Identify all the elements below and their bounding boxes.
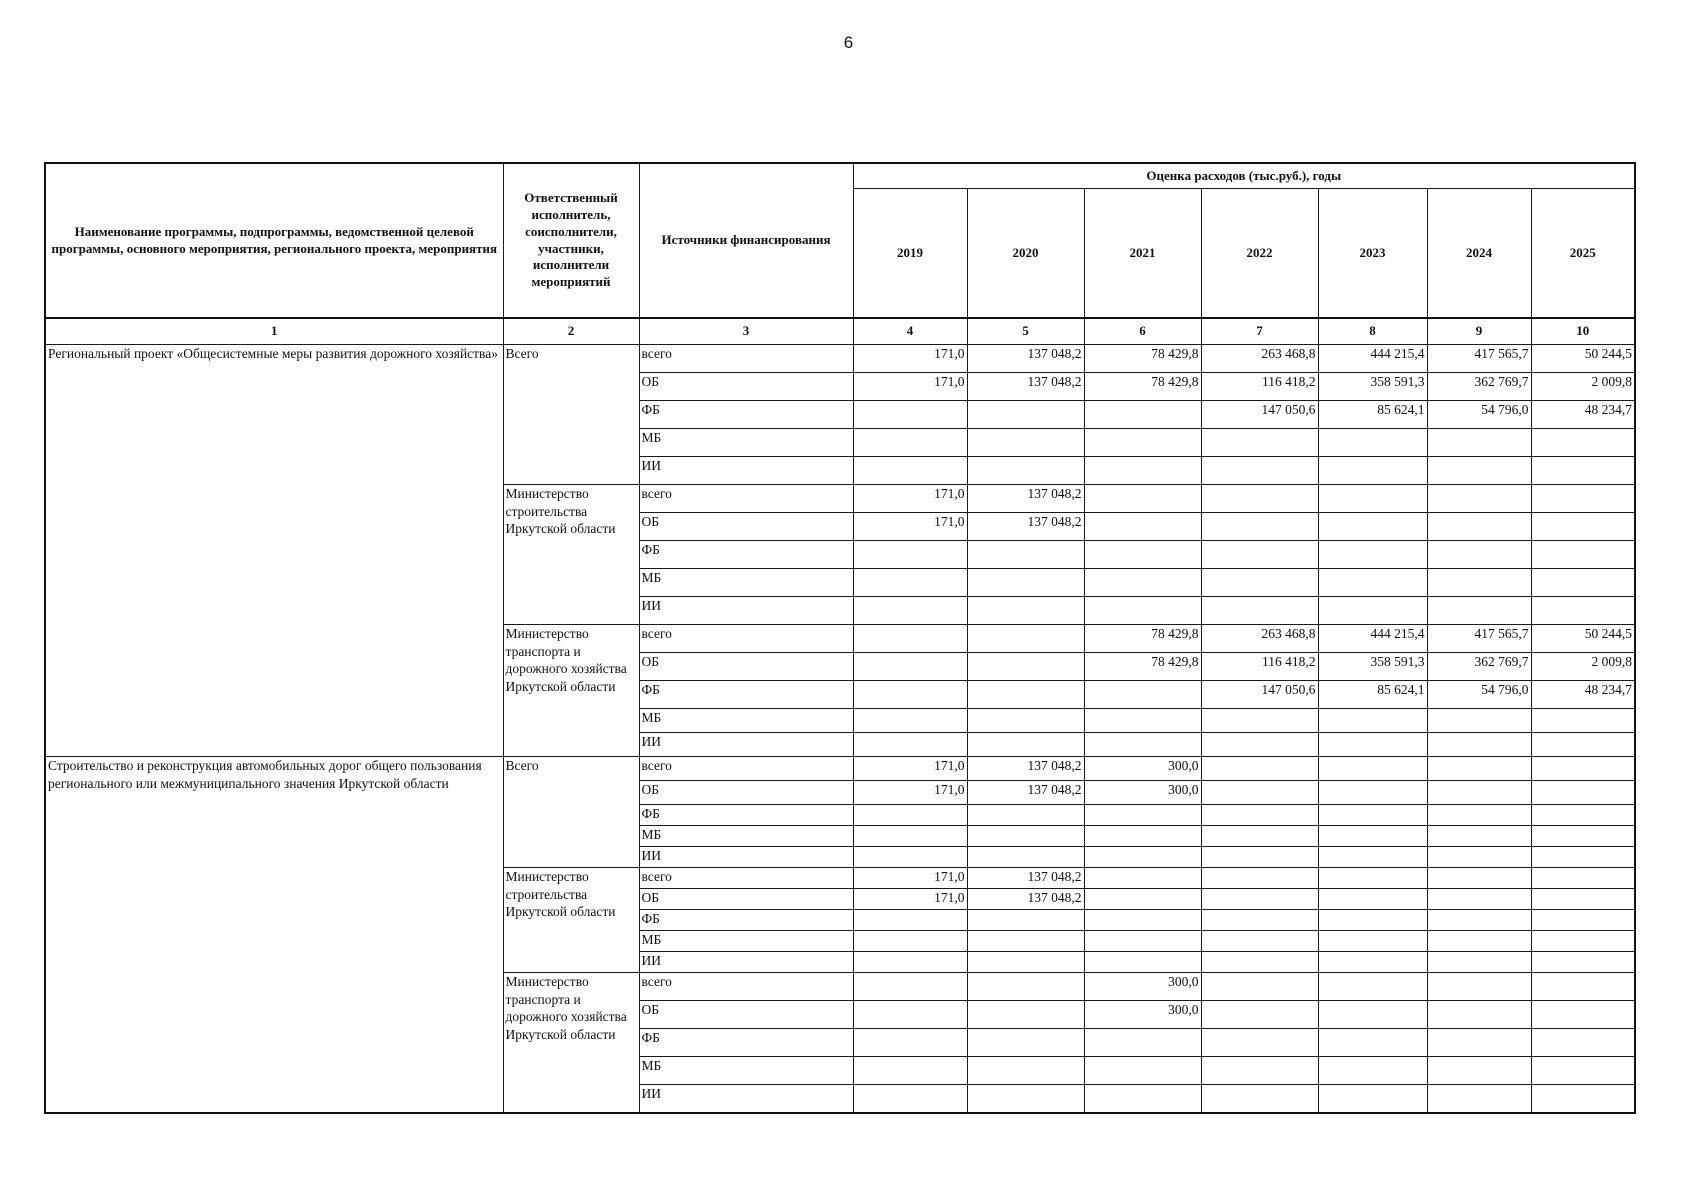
amount-cell [1201, 910, 1318, 931]
amount-cell [1201, 889, 1318, 910]
amount-cell: 300,0 [1084, 781, 1201, 805]
amount-cell [967, 625, 1084, 653]
funding-source-cell: ИИ [639, 733, 853, 757]
amount-cell [1318, 847, 1427, 868]
amount-cell [967, 457, 1084, 485]
amount-cell [1318, 781, 1427, 805]
funding-source-cell: ОБ [639, 889, 853, 910]
amount-cell [1531, 931, 1635, 952]
amount-cell [967, 709, 1084, 733]
amount-cell: 78 429,8 [1084, 373, 1201, 401]
funding-source-cell: МБ [639, 931, 853, 952]
amount-cell [1084, 597, 1201, 625]
funding-source-cell: ИИ [639, 952, 853, 973]
amount-cell: 171,0 [853, 513, 967, 541]
page-number: 6 [843, 33, 854, 52]
amount-cell [1084, 401, 1201, 429]
amount-cell: 171,0 [853, 373, 967, 401]
funding-source-cell: ФБ [639, 541, 853, 569]
amount-cell [1531, 569, 1635, 597]
amount-cell [1427, 757, 1531, 781]
amount-cell [1201, 826, 1318, 847]
amount-cell [1318, 931, 1427, 952]
amount-cell [1531, 541, 1635, 569]
amount-cell [1201, 709, 1318, 733]
amount-cell [1318, 1085, 1427, 1114]
column-number: 8 [1318, 318, 1427, 345]
amount-cell [1084, 1057, 1201, 1085]
column-number: 10 [1531, 318, 1635, 345]
amount-cell [853, 826, 967, 847]
amount-cell: 48 234,7 [1531, 681, 1635, 709]
amount-cell [1427, 826, 1531, 847]
amount-cell: 137 048,2 [967, 781, 1084, 805]
amount-cell [1084, 457, 1201, 485]
amount-cell [853, 931, 967, 952]
amount-cell: 137 048,2 [967, 373, 1084, 401]
column-number: 3 [639, 318, 853, 345]
amount-cell: 78 429,8 [1084, 625, 1201, 653]
amount-cell [967, 541, 1084, 569]
amount-cell [1318, 1029, 1427, 1057]
funding-source-cell: ФБ [639, 681, 853, 709]
amount-cell [853, 569, 967, 597]
amount-cell [1427, 429, 1531, 457]
amount-cell [1201, 1085, 1318, 1114]
funding-source-cell: МБ [639, 1057, 853, 1085]
amount-cell [1201, 733, 1318, 757]
table-row [45, 345, 1635, 373]
amount-cell [1531, 1057, 1635, 1085]
amount-cell [1427, 847, 1531, 868]
amount-cell: 137 048,2 [967, 868, 1084, 889]
amount-cell [1318, 805, 1427, 826]
amount-cell [853, 401, 967, 429]
table-row [45, 757, 1635, 781]
amount-cell [853, 910, 967, 931]
amount-cell [1318, 1001, 1427, 1029]
amount-cell [1084, 931, 1201, 952]
amount-cell [1427, 1085, 1531, 1114]
amount-cell [1318, 541, 1427, 569]
amount-cell: 54 796,0 [1427, 401, 1531, 429]
amount-cell [1201, 457, 1318, 485]
amount-cell [967, 952, 1084, 973]
amount-cell [967, 805, 1084, 826]
amount-cell [853, 1029, 967, 1057]
amount-cell [967, 681, 1084, 709]
amount-cell [853, 1001, 967, 1029]
amount-cell [967, 847, 1084, 868]
amount-cell: 300,0 [1084, 973, 1201, 1001]
amount-cell [1201, 757, 1318, 781]
amount-cell [1201, 847, 1318, 868]
amount-cell [1201, 952, 1318, 973]
amount-cell [1531, 485, 1635, 513]
funding-source-cell: ОБ [639, 781, 853, 805]
amount-cell [1084, 847, 1201, 868]
amount-cell [1201, 485, 1318, 513]
amount-cell [1427, 733, 1531, 757]
amount-cell [967, 910, 1084, 931]
column-number: 2 [503, 318, 639, 345]
amount-cell [1084, 889, 1201, 910]
amount-cell [1531, 733, 1635, 757]
executor-cell: Министерство строительства Иркутской области [503, 868, 639, 973]
amount-cell: 50 244,5 [1531, 625, 1635, 653]
amount-cell [1531, 973, 1635, 1001]
amount-cell [1531, 847, 1635, 868]
amount-cell [1318, 733, 1427, 757]
amount-cell [1084, 569, 1201, 597]
amount-cell [1084, 1029, 1201, 1057]
amount-cell: 2 009,8 [1531, 653, 1635, 681]
amount-cell [967, 1029, 1084, 1057]
amount-cell [1531, 952, 1635, 973]
amount-cell [967, 429, 1084, 457]
amount-cell [1531, 457, 1635, 485]
executor-cell: Всего [503, 345, 639, 485]
amount-cell [967, 653, 1084, 681]
amount-cell [967, 1057, 1084, 1085]
amount-cell [1084, 910, 1201, 931]
amount-cell [967, 597, 1084, 625]
amount-cell [1318, 597, 1427, 625]
funding-source-cell: МБ [639, 569, 853, 597]
amount-cell [1427, 868, 1531, 889]
header-name: Наименование программы, подпрограммы, ведомственной целевой программы, основного мероприятия, регионального проекта, мероприятия [45, 163, 503, 318]
header-year: 2025 [1531, 189, 1635, 319]
amount-cell [1318, 429, 1427, 457]
column-number: 4 [853, 318, 967, 345]
amount-cell: 48 234,7 [1531, 401, 1635, 429]
amount-cell [1201, 1001, 1318, 1029]
funding-source-cell: ОБ [639, 513, 853, 541]
program-name-cell: Региональный проект «Общесистемные меры развития дорожного хозяйства» [45, 345, 503, 757]
funding-source-cell: ИИ [639, 847, 853, 868]
amount-cell [1531, 889, 1635, 910]
amount-cell [853, 681, 967, 709]
amount-cell [1318, 513, 1427, 541]
amount-cell [1084, 681, 1201, 709]
amount-cell [1084, 868, 1201, 889]
amount-cell: 358 591,3 [1318, 373, 1427, 401]
funding-source-cell: МБ [639, 826, 853, 847]
amount-cell [1531, 910, 1635, 931]
funding-source-cell: ФБ [639, 1029, 853, 1057]
amount-cell [1427, 952, 1531, 973]
amount-cell [967, 401, 1084, 429]
table-body [45, 318, 1635, 1113]
amount-cell [1427, 910, 1531, 931]
amount-cell [1201, 868, 1318, 889]
amount-cell [1427, 805, 1531, 826]
table-header [45, 163, 1635, 318]
funding-source-cell: ФБ [639, 910, 853, 931]
amount-cell: 358 591,3 [1318, 653, 1427, 681]
amount-cell: 300,0 [1084, 757, 1201, 781]
funding-source-cell: ИИ [639, 597, 853, 625]
amount-cell [967, 1001, 1084, 1029]
funding-source-cell: ОБ [639, 373, 853, 401]
amount-cell: 362 769,7 [1427, 373, 1531, 401]
amount-cell: 137 048,2 [967, 889, 1084, 910]
funding-source-cell: ИИ [639, 457, 853, 485]
header-year: 2019 [853, 189, 967, 319]
amount-cell: 2 009,8 [1531, 373, 1635, 401]
executor-cell: Всего [503, 757, 639, 868]
amount-cell [1084, 1085, 1201, 1114]
column-number: 1 [45, 318, 503, 345]
funding-source-cell: всего [639, 757, 853, 781]
amount-cell [1318, 973, 1427, 1001]
amount-cell [1084, 733, 1201, 757]
amount-cell: 147 050,6 [1201, 401, 1318, 429]
amount-cell [853, 457, 967, 485]
amount-cell [1201, 541, 1318, 569]
funding-source-cell: МБ [639, 709, 853, 733]
amount-cell [1084, 952, 1201, 973]
amount-cell [1531, 757, 1635, 781]
amount-cell [1427, 1057, 1531, 1085]
column-number: 5 [967, 318, 1084, 345]
amount-cell [1084, 709, 1201, 733]
amount-cell [1427, 485, 1531, 513]
executor-cell: Министерство транспорта и дорожного хозяйства Иркутской области [503, 625, 639, 757]
amount-cell [1427, 513, 1531, 541]
amount-cell [1318, 910, 1427, 931]
amount-cell: 116 418,2 [1201, 653, 1318, 681]
amount-cell [1427, 457, 1531, 485]
amount-cell [1318, 457, 1427, 485]
program-name-cell: Строительство и реконструкция автомобильных дорог общего пользования регионального или межмуниципального значения Иркутской области [45, 757, 503, 1114]
amount-cell [1318, 952, 1427, 973]
amount-cell [1201, 973, 1318, 1001]
amount-cell [1427, 709, 1531, 733]
amount-cell [967, 931, 1084, 952]
amount-cell [967, 733, 1084, 757]
header-source: Источники финансирования [639, 163, 853, 318]
amount-cell [853, 625, 967, 653]
amount-cell [1318, 826, 1427, 847]
amount-cell [1427, 781, 1531, 805]
amount-cell [1427, 569, 1531, 597]
amount-cell: 50 244,5 [1531, 345, 1635, 373]
funding-source-cell: всего [639, 973, 853, 1001]
amount-cell [1531, 709, 1635, 733]
header-year: 2021 [1084, 189, 1201, 319]
amount-cell: 78 429,8 [1084, 653, 1201, 681]
amount-cell [1427, 1001, 1531, 1029]
amount-cell: 54 796,0 [1427, 681, 1531, 709]
amount-cell [853, 709, 967, 733]
column-number: 9 [1427, 318, 1531, 345]
amount-cell [1201, 429, 1318, 457]
funding-source-cell: МБ [639, 429, 853, 457]
amount-cell [1531, 826, 1635, 847]
amount-cell: 417 565,7 [1427, 625, 1531, 653]
header-costs: Оценка расходов (тыс.руб.), годы [853, 163, 1635, 189]
amount-cell [853, 847, 967, 868]
amount-cell [1201, 1057, 1318, 1085]
funding-source-cell: ОБ [639, 653, 853, 681]
executor-cell: Министерство транспорта и дорожного хозяйства Иркутской области [503, 973, 639, 1114]
column-number-row [45, 318, 1635, 345]
amount-cell: 171,0 [853, 889, 967, 910]
amount-cell [1084, 485, 1201, 513]
header-year: 2020 [967, 189, 1084, 319]
amount-cell [1318, 485, 1427, 513]
amount-cell [853, 973, 967, 1001]
amount-cell [853, 597, 967, 625]
amount-cell: 78 429,8 [1084, 345, 1201, 373]
amount-cell: 417 565,7 [1427, 345, 1531, 373]
amount-cell [1318, 868, 1427, 889]
amount-cell [1318, 569, 1427, 597]
funding-source-cell: всего [639, 625, 853, 653]
header-year: 2024 [1427, 189, 1531, 319]
amount-cell [1427, 1029, 1531, 1057]
amount-cell [967, 973, 1084, 1001]
amount-cell [967, 569, 1084, 597]
amount-cell [1531, 1085, 1635, 1114]
amount-cell: 263 468,8 [1201, 625, 1318, 653]
amount-cell: 137 048,2 [967, 345, 1084, 373]
amount-cell: 171,0 [853, 757, 967, 781]
amount-cell [853, 429, 967, 457]
amount-cell: 171,0 [853, 868, 967, 889]
amount-cell [1531, 597, 1635, 625]
amount-cell [1318, 709, 1427, 733]
amount-cell: 116 418,2 [1201, 373, 1318, 401]
amount-cell: 85 624,1 [1318, 401, 1427, 429]
amount-cell [1084, 429, 1201, 457]
amount-cell [1201, 781, 1318, 805]
executor-cell: Министерство строительства Иркутской области [503, 485, 639, 625]
amount-cell: 444 215,4 [1318, 625, 1427, 653]
amount-cell: 147 050,6 [1201, 681, 1318, 709]
amount-cell: 263 468,8 [1201, 345, 1318, 373]
funding-source-cell: всего [639, 485, 853, 513]
header-year: 2022 [1201, 189, 1318, 319]
amount-cell: 171,0 [853, 485, 967, 513]
header-executor: Ответственный исполнитель, соисполнители, участники, исполнители мероприятий [503, 163, 639, 318]
funding-source-cell: ФБ [639, 805, 853, 826]
amount-cell [853, 733, 967, 757]
amount-cell [1531, 781, 1635, 805]
amount-cell [1201, 513, 1318, 541]
amount-cell: 362 769,7 [1427, 653, 1531, 681]
amount-cell [1084, 541, 1201, 569]
header-year: 2023 [1318, 189, 1427, 319]
amount-cell: 137 048,2 [967, 757, 1084, 781]
amount-cell [1318, 757, 1427, 781]
amount-cell [1201, 1029, 1318, 1057]
amount-cell [967, 826, 1084, 847]
amount-cell [1201, 805, 1318, 826]
amount-cell [1201, 931, 1318, 952]
amount-cell: 137 048,2 [967, 485, 1084, 513]
amount-cell: 137 048,2 [967, 513, 1084, 541]
amount-cell [853, 541, 967, 569]
amount-cell [1318, 1057, 1427, 1085]
budget-table [44, 162, 1636, 1114]
amount-cell [1531, 868, 1635, 889]
amount-cell: 85 624,1 [1318, 681, 1427, 709]
amount-cell [967, 1085, 1084, 1114]
amount-cell [1427, 541, 1531, 569]
funding-source-cell: ОБ [639, 1001, 853, 1029]
amount-cell [853, 1085, 967, 1114]
amount-cell [853, 1057, 967, 1085]
amount-cell [1201, 569, 1318, 597]
amount-cell [1531, 1001, 1635, 1029]
amount-cell [853, 952, 967, 973]
amount-cell [1531, 805, 1635, 826]
amount-cell [1427, 597, 1531, 625]
amount-cell [1084, 826, 1201, 847]
amount-cell: 171,0 [853, 781, 967, 805]
amount-cell [1201, 597, 1318, 625]
amount-cell [1084, 805, 1201, 826]
amount-cell [1427, 931, 1531, 952]
amount-cell: 171,0 [853, 345, 967, 373]
amount-cell [1531, 429, 1635, 457]
amount-cell [1318, 889, 1427, 910]
funding-source-cell: ИИ [639, 1085, 853, 1114]
amount-cell [1531, 1029, 1635, 1057]
amount-cell [1427, 973, 1531, 1001]
funding-source-cell: ФБ [639, 401, 853, 429]
funding-source-cell: всего [639, 868, 853, 889]
column-number: 7 [1201, 318, 1318, 345]
column-number: 6 [1084, 318, 1201, 345]
amount-cell [853, 653, 967, 681]
amount-cell [1084, 513, 1201, 541]
funding-source-cell: всего [639, 345, 853, 373]
amount-cell [1531, 513, 1635, 541]
amount-cell: 300,0 [1084, 1001, 1201, 1029]
amount-cell [1427, 889, 1531, 910]
amount-cell: 444 215,4 [1318, 345, 1427, 373]
amount-cell [853, 805, 967, 826]
